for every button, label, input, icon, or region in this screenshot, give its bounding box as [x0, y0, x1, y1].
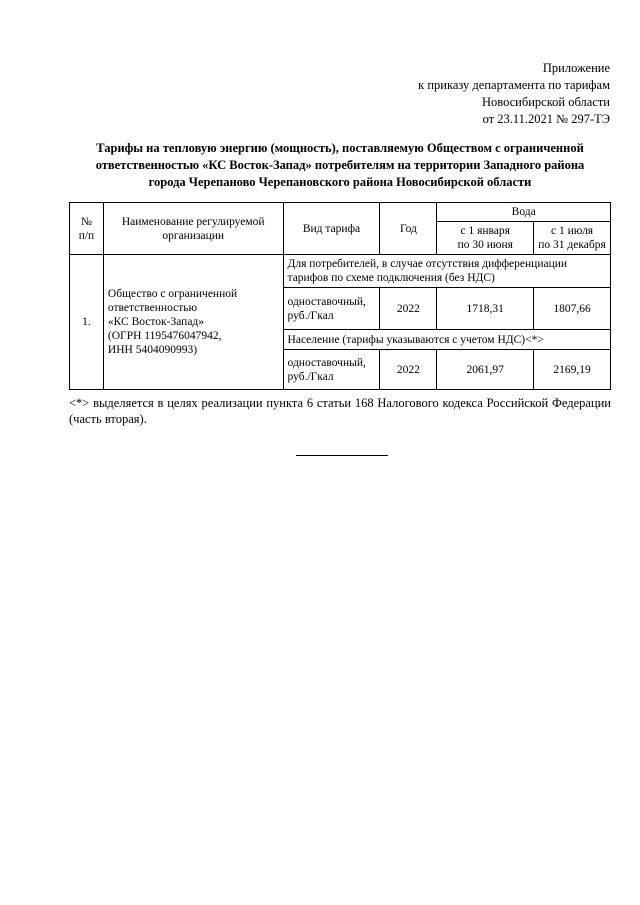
row-num: 1.	[70, 255, 104, 390]
annex-line: от 23.11.2021 № 297-ТЭ	[482, 112, 610, 126]
value-cell: 1718,31	[437, 288, 534, 330]
org-name-line: «КС Восток-Запад»	[107, 316, 205, 328]
title-line: Тарифы на тепловую энергию (мощность), поставляемую Обществом с ограниченной	[96, 141, 584, 155]
tariff-type-line: одноставочный,	[287, 356, 366, 369]
header-org: Наименование регулируемой организации	[103, 203, 283, 255]
header-period-line: по 30 июня	[457, 239, 513, 251]
year-cell: 2022	[380, 288, 437, 330]
org-name-line: Общество с ограниченной	[107, 288, 238, 300]
header-tariff-type: Вид тарифа	[283, 203, 380, 255]
header-num-line: п/п	[78, 229, 95, 242]
header-period-line: с 1 января	[460, 225, 510, 237]
header-period-1	[437, 222, 534, 255]
header-num	[70, 203, 104, 255]
group-label: Население (тарифы указываются с учетом НДС)<*>	[283, 330, 610, 350]
header-year: Год	[380, 203, 437, 255]
org-name	[103, 255, 283, 390]
annex-line: Новосибирской области	[481, 95, 610, 109]
header-num-line: №	[80, 215, 92, 228]
annex-line: Приложение	[542, 61, 610, 75]
tariff-type-line: руб./Гкал	[287, 309, 334, 322]
header-period-line: по 31 декабря	[538, 239, 606, 251]
footnote: <*> выделяется в целях реализации пункта 6 статьи 168 Налогового кодекса Российской Федерации (часть вторая).	[69, 396, 611, 426]
title-line: города Черепаново Черепановского района Новосибирской области	[148, 175, 532, 189]
header-period-2	[534, 222, 611, 255]
annex-line: к приказу департамента по тарифам	[418, 78, 610, 92]
tariff-type-line: одноставочный,	[287, 295, 366, 308]
title-line: ответственностью «КС Восток-Запад» потребителям на территории Западного района	[95, 158, 585, 172]
value-cell: 1807,66	[534, 288, 611, 330]
value-cell: 2169,19	[534, 350, 611, 390]
value-cell: 2061,97	[437, 350, 534, 390]
org-name-line: ИНН 5404090993)	[107, 344, 198, 356]
tariff-type-line: руб./Гкал	[287, 370, 334, 383]
header-water: Вода	[437, 203, 611, 222]
annex-block	[418, 60, 610, 128]
group-label: Для потребителей, в случае отсутствия дифференциации тарифов по схеме подключения (без НДС)	[283, 255, 610, 288]
document-title	[70, 140, 610, 191]
org-name-line: (ОГРН 1195476047942,	[107, 330, 222, 342]
org-name-line: ответственностью	[107, 302, 198, 314]
year-cell: 2022	[380, 350, 437, 390]
tariff-type-cell	[283, 288, 380, 330]
tariff-table	[69, 202, 611, 390]
tariff-type-cell	[283, 350, 380, 390]
header-period-line: с 1 июля	[551, 225, 594, 237]
divider-line	[296, 455, 388, 456]
